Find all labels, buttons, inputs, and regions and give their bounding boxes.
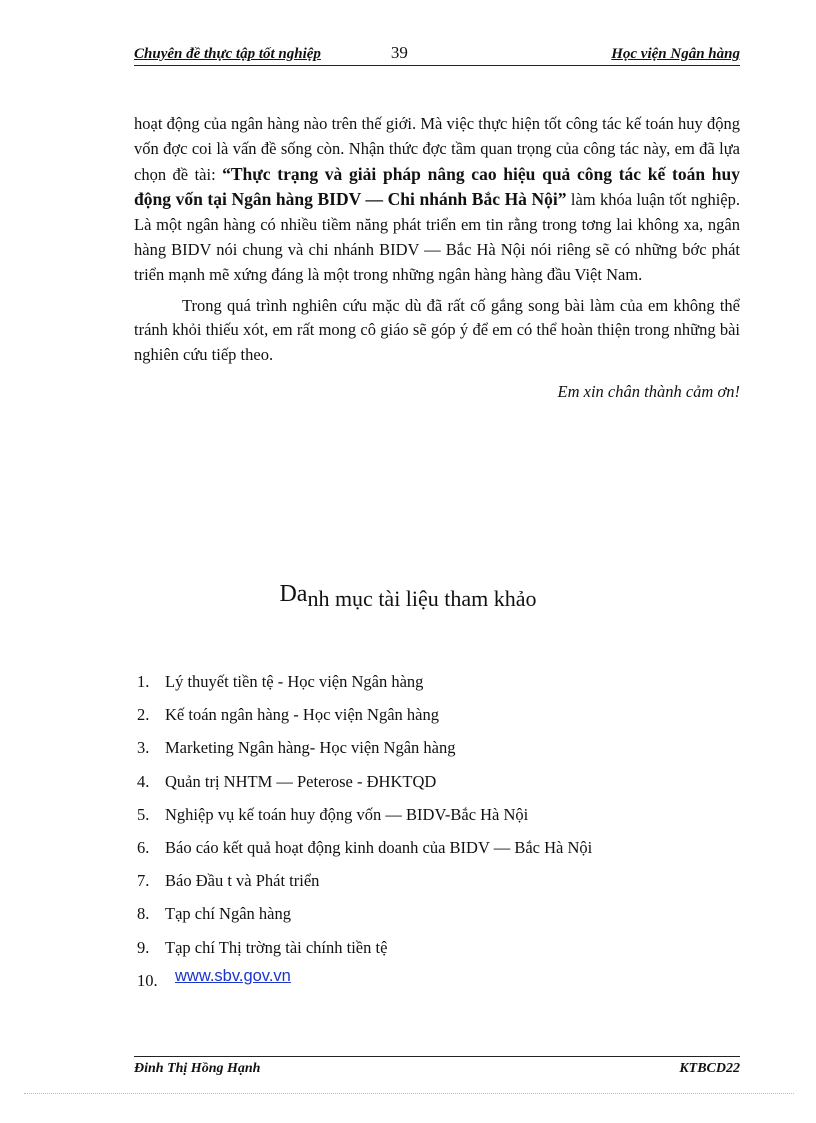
reference-number: 1. — [137, 672, 150, 691]
reference-number: 10. — [137, 970, 158, 990]
page-footer — [134, 1056, 740, 1078]
paragraph-1-start: hoạt động của ngân hàng nào trên thế giới. Mà việc thực hiện tốt công tác kế toán huy động vốn đợc coi là vấn đề sống còn. Nhận thức đợc tầm quan trọng của công tác này, em đã lựa chọn đề tài: — [134, 114, 740, 184]
footer-author: Đinh Thị Hồng Hạnh — [134, 1061, 261, 1076]
reference-item — [137, 904, 737, 937]
reference-text: Nghiệp vụ kế toán huy động vốn — BIDV-Bắc Hà Nội — [165, 804, 529, 824]
reference-number: 4. — [137, 771, 150, 791]
reference-number: 5. — [137, 804, 150, 824]
sbv-website-link[interactable]: www.sbv.gov.vn — [175, 966, 291, 985]
reference-item — [137, 738, 737, 771]
reference-number: 3. — [137, 738, 150, 758]
reference-text: Báo cáo kết quả hoạt động kinh doanh của BIDV — Bắc Hà Nội — [165, 837, 593, 857]
references-title-rest: nh mục tài liệu tham khảo — [307, 586, 537, 611]
reference-number: 8. — [137, 904, 150, 924]
reference-number: 7. — [137, 871, 150, 891]
reference-text: Lý thuyết tiền tệ - Học viện Ngân hàng — [165, 672, 424, 691]
thanks-line: Em xin chân thành cảm ơn! — [557, 381, 740, 401]
reference-text: Kế toán ngân hàng - Học viện Ngân hàng — [165, 705, 439, 725]
reference-text: Tạp chí Ngân hàng — [165, 904, 291, 924]
reference-item — [137, 672, 737, 705]
reference-text: Tạp chí Thị trờng tài chính tiền tệ — [165, 937, 388, 957]
reference-text: Marketing Ngân hàng- Học viện Ngân hàng — [165, 738, 456, 758]
reference-number: 2. — [137, 705, 150, 725]
paragraph-2: Trong quá trình nghiên cứu mặc dù đã rất cố gắng song bài làm của em không thể tránh khỏi thiếu xót, em rất mong cô giáo sẽ góp ý để em có thể hoàn thiện trong những bài nghiên cứu tiếp theo. — [134, 295, 740, 365]
reference-item — [137, 772, 737, 805]
paragraph-1-end: làm khóa luận tốt nghiệp. Là một ngân hàng có nhiều tiềm năng phát triển em tin rằng trong tơng lai không xa, ngân hàng BIDV nói chung và chi nhánh BIDV — Bắc Hà Nội nói riêng sẽ có những bớc phát triển mạnh mẽ xứng đáng là một trong những ngân hàng hàng đầu Việt Nam. — [134, 190, 740, 284]
body-text — [134, 112, 740, 405]
thesis-title: “Thực trạng và giải pháp nâng cao hiệu quả công tác kế toán huy động vốn tại Ngân hàng BIDV — Chi nhánh Bắc Hà Nội” — [134, 163, 740, 210]
reference-text: Quản trị NHTM — Peterose - ĐHKTQD — [165, 771, 437, 791]
reference-text: Báo Đầu t và Phát triển — [165, 871, 320, 891]
page-header — [134, 44, 740, 66]
reference-item — [137, 705, 737, 738]
page-number: 39 — [390, 43, 408, 62]
paragraph-1 — [134, 112, 740, 288]
reference-item-link — [137, 966, 737, 1004]
reference-item — [137, 838, 737, 871]
reference-item — [137, 871, 737, 904]
references-title — [0, 581, 816, 613]
reference-number: 6. — [137, 837, 150, 857]
reference-list — [137, 672, 737, 1004]
references-title-prefix: Da — [279, 581, 308, 607]
header-left-title: Chuyên đề thực tập tốt nghiệp — [134, 46, 321, 62]
footer-class: KTBCD22 — [679, 1061, 740, 1076]
header-right-title: Học viện Ngân hàng — [611, 46, 740, 62]
reference-item — [137, 805, 737, 838]
reference-number: 9. — [137, 937, 150, 957]
bottom-dotted-line — [24, 1093, 794, 1094]
